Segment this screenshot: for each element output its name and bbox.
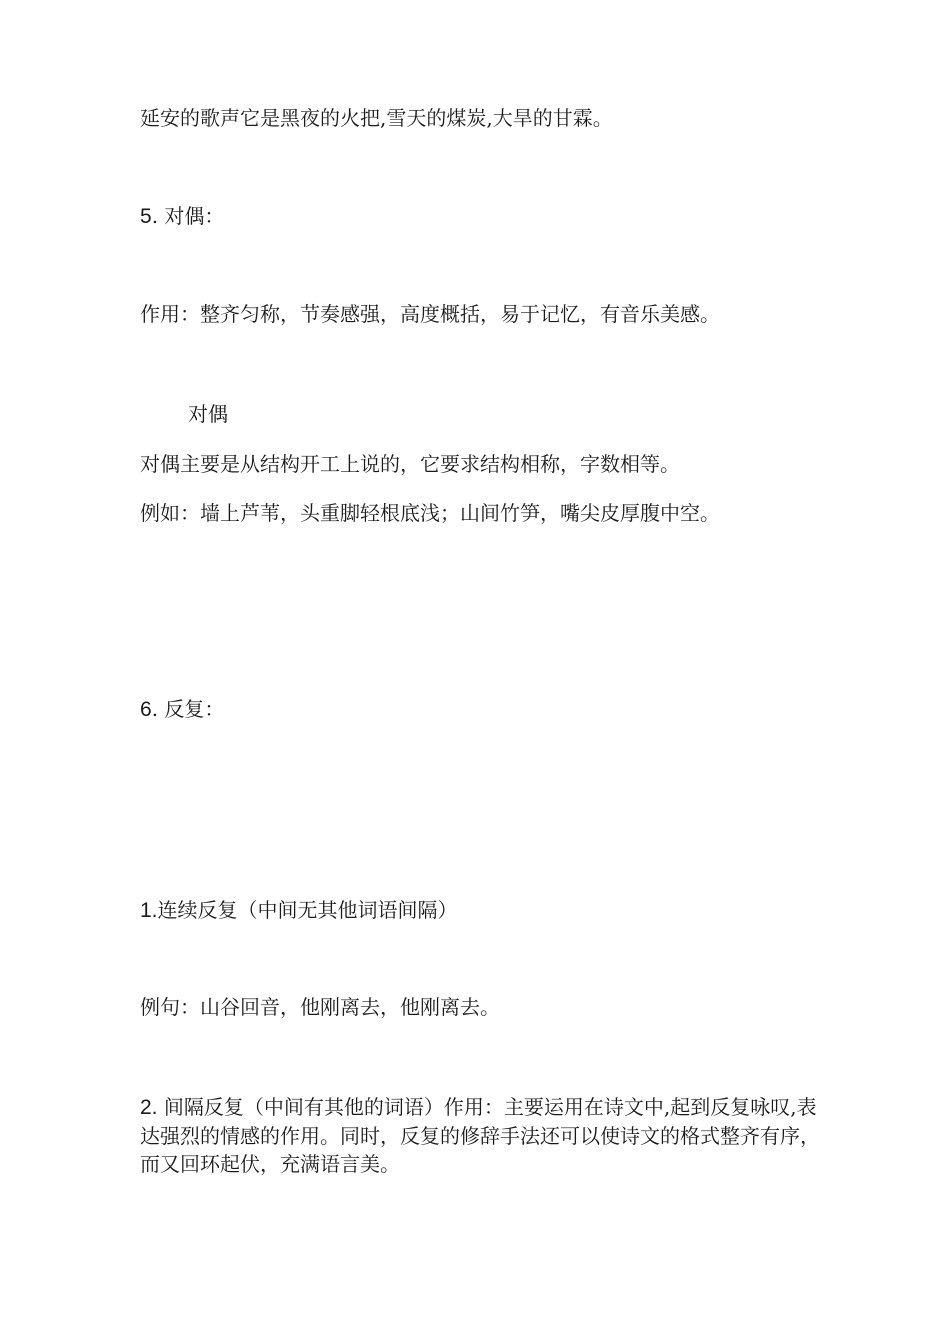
section-title: . 对偶： <box>151 204 225 228</box>
subsection-number: 2. <box>140 1096 158 1119</box>
duiou-example: 例如：墙上芦苇，头重脚轻根底浅；山间竹笋，嘴尖皮厚腹中空。 <box>140 501 720 525</box>
subsection-continuous-repetition <box>140 898 458 923</box>
section-number: 5 <box>140 205 152 228</box>
duiou-subheading: 对偶 <box>188 402 228 426</box>
interval-repetition-text: 间隔反复（中间有其他的词语）作用：主要运用在诗文中,起到反复咏叹,表达强烈的情感的作用。同时，反复的修辞手法还可以使诗文的格式整齐有序，而又回环起伏，充满语言美。 <box>140 1095 820 1176</box>
continuous-repetition-example: 例句：山谷回音，他刚离去，他刚离去。 <box>140 995 500 1019</box>
section-heading-fanfu <box>140 697 224 722</box>
section-title: . 反复： <box>151 697 225 721</box>
duiou-effect: 作用：整齐匀称，节奏感强，高度概括，易于记忆，有音乐美感。 <box>140 302 720 326</box>
example-sentence-yanan: 延安的歌声它是黑夜的火把,雪天的煤炭,大旱的甘霖。 <box>140 106 613 130</box>
interval-repetition-paragraph <box>140 1093 820 1178</box>
section-heading-duiou <box>140 204 224 229</box>
section-number: 6 <box>140 698 152 721</box>
duiou-definition: 对偶主要是从结构开工上说的，它要求结构相称，字数相等。 <box>140 452 680 476</box>
subsection-title: 连续反复（中间无其他词语间隔） <box>157 898 458 922</box>
subsection-number: 1. <box>140 899 158 922</box>
